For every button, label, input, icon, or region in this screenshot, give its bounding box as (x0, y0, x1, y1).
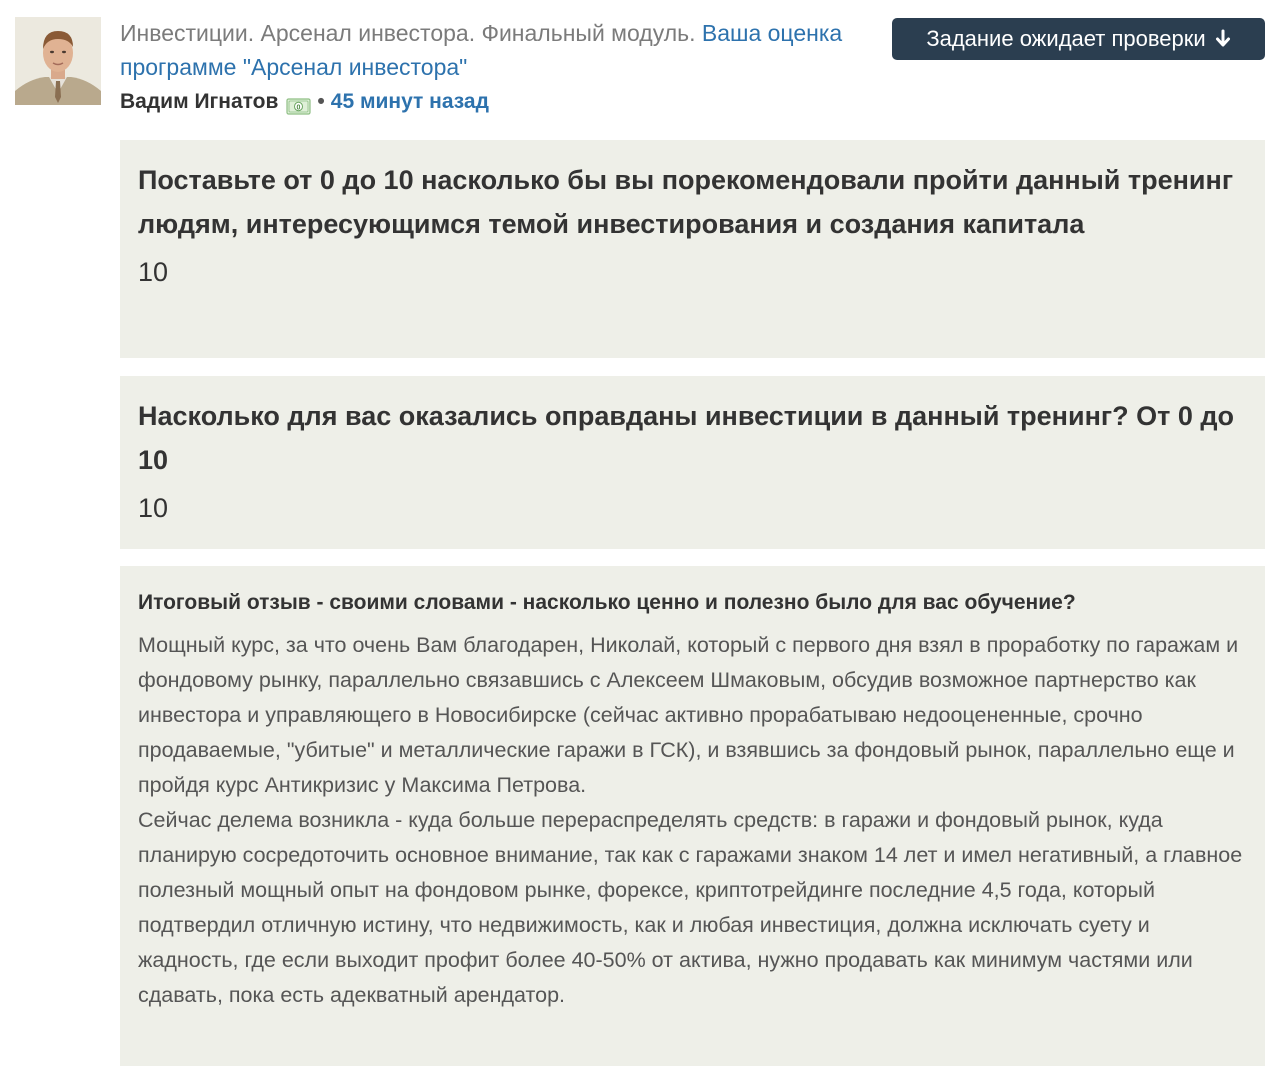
answer-paragraph: Мощный курс, за что очень Вам благодарен, Николай, который с первого дня взял в проработку по гаражам и фондовому рынку, параллельно связавшись с Алексеем Шмаковым, обсудив возможное партнерство как инвестора и управляющего в Новосибирске (сейчас активно прорабатываю недооцененные, срочно продаваемые, "убитые" и металлические гаражи в ГСК), и взявшись за фондовый рынок, параллельно еще и пройдя курс Антикризис у Максима Петрова. (138, 633, 1239, 797)
money-icon (286, 94, 311, 111)
svg-text:0: 0 (296, 103, 301, 111)
task-status-label: Задание ожидает проверки (926, 26, 1206, 51)
course-line (120, 16, 885, 84)
arrow-down-icon (1215, 29, 1231, 49)
course-title: Инвестиции. Арсенал инвестора. Финальный модуль. (120, 20, 696, 46)
avatar-photo (15, 17, 101, 105)
author-name[interactable]: Вадим Игнатов (120, 90, 279, 113)
question-text: Поставьте от 0 до 10 насколько бы вы порекомендовали пройти данный тренинг людям, интересующимся темой инвестирования и создания капитала (138, 165, 1234, 239)
question-card (120, 140, 1265, 358)
task-link[interactable]: Ваша оценка программе "Арсенал инвестора" (120, 20, 843, 80)
answer-value: 10 (138, 257, 169, 287)
task-status-button[interactable] (892, 18, 1265, 60)
answer-text (138, 628, 1247, 1013)
question-text: Насколько для вас оказались оправданы инвестиции в данный тренинг? От 0 до 10 (138, 401, 1234, 475)
time-ago-link[interactable]: 45 минут назад (330, 90, 489, 113)
answer-value: 10 (138, 493, 169, 523)
post-meta (120, 16, 885, 117)
separator-dot: • (317, 90, 325, 113)
author-line (120, 87, 885, 117)
question-text: Итоговый отзыв - своими словами - насколько ценно и полезно было для вас обучение? (138, 591, 1076, 614)
avatar[interactable] (15, 17, 101, 105)
answer-paragraph: Сейчас делема возникла - куда больше перераспределять средств: в гаражи и фондовый рынок, куда планирую сосредоточить основное внимание, так как с гаражами знаком 14 лет и имел негативный, а главное полезный мощный опыт на фондовом рынке, форексе, криптотрейдинге последние 4,5 года, который подтвердил отличную истину, что недвижимость, как и любая инвестиция, должна исключать суету и жадность, где если выходит профит более 40-50% от актива, нужно продавать как минимум частями или сдавать, пока есть адекватный арендатор. (138, 808, 1243, 1007)
question-card (120, 376, 1265, 549)
question-card (120, 566, 1265, 1066)
